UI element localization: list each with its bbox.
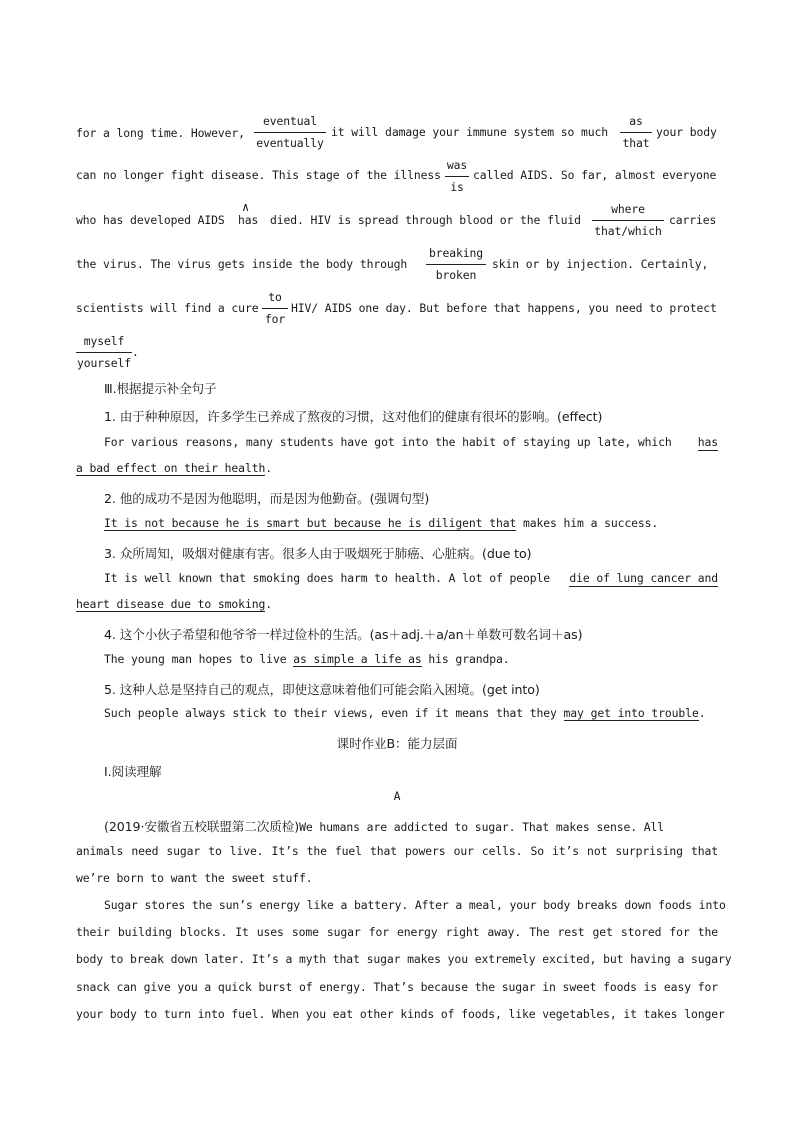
answer-text: . — [265, 461, 272, 475]
answer-2 — [104, 516, 658, 530]
section-heading: Ⅰ.阅读理解 — [104, 764, 162, 779]
answer-text: Such people always stick to their views, even if it means that they — [104, 706, 557, 720]
reading-line: their building blocks. It uses some sugar for energy right away. The rest get stored for the — [76, 925, 718, 939]
correction-fraction — [254, 114, 326, 150]
question-4: 4. 这个小伙子希望和他爷爷一样过俭朴的生活。(as＋adj.＋a/an＋单数可数名词＋as) — [104, 627, 583, 642]
correction-fix: for — [262, 308, 288, 326]
correction-original: myself — [83, 334, 125, 348]
answer-1-line-1 — [104, 434, 718, 450]
correction-original: breaking — [428, 246, 484, 260]
answer-text: makes him a success. — [523, 516, 659, 530]
correction-fraction — [76, 334, 132, 370]
passage-text: carries — [669, 213, 717, 227]
reading-line: snack can give you a quick burst of energy. That’s because the sugar in sweet foods is easy for — [76, 980, 718, 994]
passage-text: HIV/ AIDS one day. But before that happens, you need to protect — [291, 301, 717, 315]
inserted-word: has — [238, 213, 259, 227]
correction-fix: yourself — [76, 352, 132, 370]
correction-fraction — [620, 114, 652, 150]
answer-underline: a bad effect on their health — [76, 461, 266, 475]
answer-underline: die of lung cancer and — [569, 571, 718, 585]
reading-text: We humans are addicted to sugar. That makes sense. All — [299, 820, 665, 834]
correction-original: was — [446, 158, 468, 172]
reading-line: animals need sugar to live. It’s the fuel that powers our cells. So it’s not surprising that — [76, 844, 718, 858]
reading-line: we’re born to want the sweet stuff. — [76, 871, 313, 885]
correction-original: to — [268, 290, 282, 304]
answer-3-line-1 — [104, 570, 718, 586]
answer-underline: as simple a life as — [293, 652, 422, 666]
correction-fraction — [445, 158, 469, 194]
answer-underline: It is not because he is smart but because he is diligent that — [104, 516, 517, 530]
reading-line: your body to turn into fuel. When you eat other kinds of foods, like vegetables, it takes longer — [76, 1007, 725, 1021]
answer-1-line-2 — [76, 461, 272, 475]
question-3: 3. 众所周知，吸烟对健康有害。很多人由于吸烟死于肺癌、心脏病。(due to) — [104, 546, 532, 561]
answer-underline: may get into trouble — [563, 706, 699, 720]
passage-text: for a long time. However, — [76, 126, 245, 140]
answer-text: The young man hopes to live — [104, 652, 287, 666]
correction-fix: that — [620, 132, 652, 150]
answer-text: his grandpa. — [428, 652, 510, 666]
section-heading: Ⅲ.根据提示补全句子 — [104, 381, 217, 396]
answer-text: . — [698, 706, 706, 720]
question-5: 5. 这种人总是坚持自己的观点，即使这意味着他们可能会陷入困境。(get into) — [104, 682, 540, 697]
correction-original: eventual — [262, 114, 318, 128]
correction-fix: that/which — [592, 220, 664, 238]
homework-title: 课时作业B：能力层面 — [336, 736, 458, 751]
passage-text: who has developed AIDS — [76, 213, 225, 227]
passage-period: . — [132, 345, 139, 359]
correction-fraction — [262, 290, 288, 326]
passage-text: can no longer fight disease. This stage of the illness — [76, 168, 441, 182]
question-2: 2. 他的成功不是因为他聪明，而是因为他勤奋。(强调句型) — [104, 491, 430, 506]
passage-text: died. HIV is spread through blood or the fluid — [270, 213, 581, 227]
answer-3-line-2 — [76, 597, 272, 611]
answer-underline: heart disease due to smoking — [76, 597, 266, 611]
answer-underline: has — [697, 435, 718, 449]
correction-fraction — [592, 202, 664, 238]
answer-5 — [104, 706, 705, 720]
reading-line: Sugar stores the sun’s energy like a battery. After a meal, your body breaks down foods into — [104, 898, 726, 912]
source-note: (2019·安徽省五校联盟第二次质检) — [104, 819, 300, 834]
answer-text: For various reasons, many students have got into the habit of staying up late, which — [104, 435, 672, 449]
correction-original: where — [611, 202, 645, 216]
answer-text: It is well known that smoking does harm to health. A lot of people — [104, 571, 551, 585]
passage-text: it will damage your immune system so much — [331, 125, 609, 139]
passage-text: scientists will find a cure — [76, 301, 259, 315]
question-1: 1. 由于种种原因，许多学生已养成了熬夜的习惯，这对他们的健康有很坏的影响。(effect) — [104, 409, 603, 424]
correction-original: as — [629, 114, 643, 128]
passage-text: the virus. The virus gets inside the body through — [76, 257, 408, 271]
correction-fix: eventually — [254, 132, 326, 150]
passage-text: skin or by injection. Certainly, — [492, 257, 709, 271]
passage-text: called AIDS. So far, almost everyone — [473, 168, 717, 182]
passage-text: your body — [656, 125, 717, 139]
answer-4 — [104, 652, 510, 666]
correction-fraction — [426, 246, 486, 282]
answer-text: . — [265, 597, 272, 611]
insert-caret-mark: ∧ — [242, 200, 250, 214]
correction-fix: is — [445, 176, 469, 194]
passage-label: A — [393, 789, 401, 803]
reading-line — [104, 816, 664, 835]
reading-line: body to break down later. It’s a myth that sugar makes you extremely excited, but having a sugary — [76, 952, 732, 966]
correction-fix: broken — [426, 264, 486, 282]
